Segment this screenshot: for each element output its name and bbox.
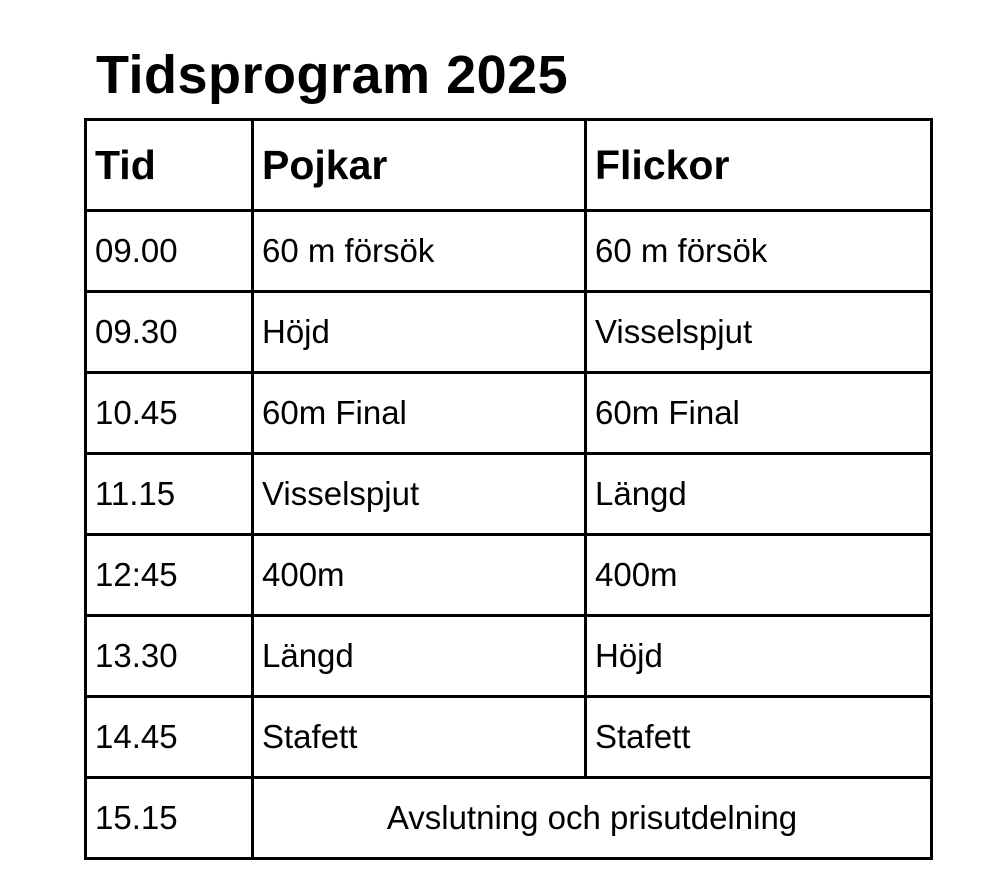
cell-time: 12:45 [86, 535, 253, 616]
cell-girls-event: Höjd [586, 616, 932, 697]
page-title: Tidsprogram 2025 [96, 45, 569, 105]
schedule-table [84, 118, 933, 860]
cell-time: 15.15 [86, 778, 253, 859]
table-row [86, 535, 932, 616]
header-time: Tid [86, 120, 253, 211]
cell-boys-event: Längd [253, 616, 586, 697]
cell-girls-event: 60m Final [586, 373, 932, 454]
table-header-row [86, 120, 932, 211]
cell-time: 11.15 [86, 454, 253, 535]
cell-time: 14.45 [86, 697, 253, 778]
cell-boys-event: Stafett [253, 697, 586, 778]
cell-boys-event: 400m [253, 535, 586, 616]
cell-girls-event: 400m [586, 535, 932, 616]
cell-boys-event: 60 m försök [253, 211, 586, 292]
table-row [86, 292, 932, 373]
table-row [86, 454, 932, 535]
cell-time: 10.45 [86, 373, 253, 454]
table-row [86, 616, 932, 697]
cell-girls-event: Längd [586, 454, 932, 535]
table-row [86, 373, 932, 454]
cell-girls-event: Visselspjut [586, 292, 932, 373]
header-boys: Pojkar [253, 120, 586, 211]
cell-girls-event: 60 m försök [586, 211, 932, 292]
table-row [86, 211, 932, 292]
cell-boys-event: Höjd [253, 292, 586, 373]
cell-boys-event: 60m Final [253, 373, 586, 454]
table-row [86, 697, 932, 778]
table-row-final [86, 778, 932, 859]
cell-closing-event: Avslutning och prisutdelning [253, 778, 932, 859]
header-girls: Flickor [586, 120, 932, 211]
cell-time: 09.00 [86, 211, 253, 292]
cell-time: 09.30 [86, 292, 253, 373]
cell-boys-event: Visselspjut [253, 454, 586, 535]
cell-time: 13.30 [86, 616, 253, 697]
cell-girls-event: Stafett [586, 697, 932, 778]
